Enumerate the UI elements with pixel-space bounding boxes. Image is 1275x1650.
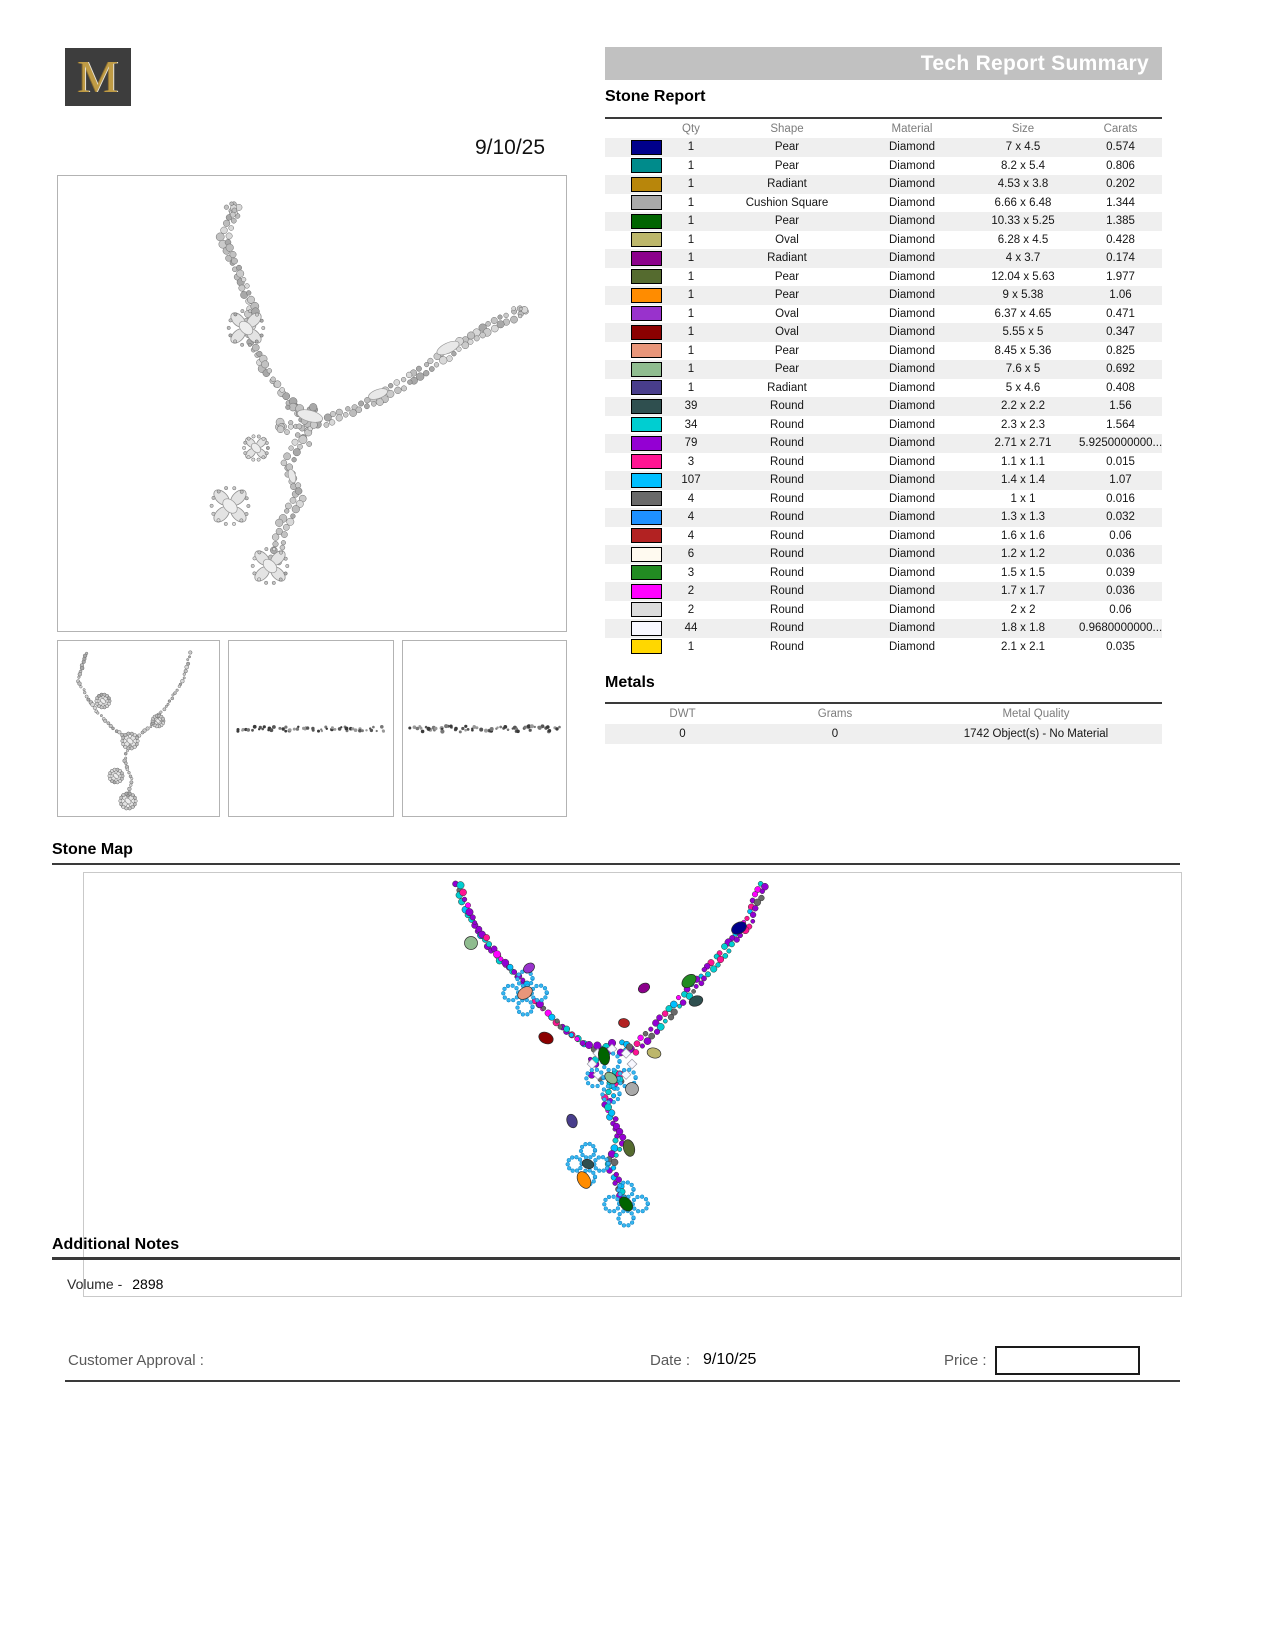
stone-shape: Pear <box>717 138 857 157</box>
stone-carats: 1.977 <box>1106 270 1135 283</box>
stone-qty: 1 <box>665 138 717 157</box>
stone-color-cell <box>605 268 665 287</box>
stone-size: 2.1 x 2.1 <box>1000 640 1046 653</box>
stone-material: Diamond <box>888 344 936 357</box>
stone-material: Diamond <box>857 138 967 157</box>
stone-size: 7 x 4.5 <box>967 138 1079 157</box>
stone-carats: 0.471 <box>1106 307 1135 320</box>
stone-map-divider <box>52 863 1180 865</box>
stone-shape: Round <box>770 603 804 616</box>
stone-size: 1.1 x 1.1 <box>1000 455 1046 468</box>
stone-qty: 4 <box>665 508 717 527</box>
stone-size: 12.04 x 5.63 <box>991 270 1055 283</box>
stone-material: Diamond <box>857 323 967 342</box>
stone-size: 4 x 3.7 <box>967 249 1079 268</box>
stone-size: 1.2 x 1.2 <box>967 545 1079 564</box>
stone-shape: Round <box>770 455 804 468</box>
stone-carats: 1.564 <box>1106 418 1135 431</box>
stone-qty: 44 <box>665 619 717 638</box>
stone-color-swatch <box>631 325 662 340</box>
dwt-value: 0 <box>605 724 760 744</box>
stone-shape: Round <box>717 545 857 564</box>
stone-color-swatch <box>631 602 662 617</box>
stone-color-cell <box>605 249 665 268</box>
stone-carats: 1.06 <box>1079 286 1162 305</box>
stone-size: 6.37 x 4.65 <box>994 307 1052 320</box>
stone-carats: 0.825 <box>1106 344 1135 357</box>
stone-row <box>605 194 1162 213</box>
stone-row <box>605 601 1162 620</box>
metals-header-row <box>605 703 1162 724</box>
stone-color-cell <box>605 453 665 472</box>
stone-row <box>605 138 1162 157</box>
stone-color-cell <box>605 323 665 342</box>
stone-size: 1.7 x 1.7 <box>967 582 1079 601</box>
stone-color-swatch <box>631 436 662 451</box>
report-date: 9/10/25 <box>474 136 546 159</box>
stone-material: Diamond <box>857 582 967 601</box>
stone-qty: 1 <box>687 640 695 653</box>
stone-material: Diamond <box>857 471 967 490</box>
stone-qty: 6 <box>665 545 717 564</box>
stone-qty: 4 <box>687 529 695 542</box>
volume-note <box>67 1276 163 1292</box>
stone-size: 6.28 x 4.5 <box>997 233 1049 246</box>
stone-color-cell <box>605 212 665 231</box>
stone-shape: Round <box>717 434 857 453</box>
stone-material: Diamond <box>888 640 936 653</box>
stone-qty: 1 <box>665 249 717 268</box>
stone-color-swatch <box>631 140 662 155</box>
stone-qty: 1 <box>687 159 695 172</box>
stone-qty: 39 <box>665 397 717 416</box>
stone-qty: 1 <box>665 175 717 194</box>
stone-color-swatch <box>631 177 662 192</box>
stone-size: 2.2 x 2.2 <box>967 397 1079 416</box>
stone-map-panel <box>83 872 1182 1297</box>
stone-color-cell <box>605 305 665 324</box>
stone-row <box>605 286 1162 305</box>
stone-color-cell <box>605 527 665 546</box>
stone-size: 2.71 x 2.71 <box>967 434 1079 453</box>
stone-color-swatch <box>631 343 662 358</box>
stone-color-swatch <box>631 565 662 580</box>
stone-qty: 1 <box>665 286 717 305</box>
stone-color-swatch <box>631 417 662 432</box>
stone-size: 2 x 2 <box>1010 603 1036 616</box>
stone-material: Diamond <box>857 286 967 305</box>
stone-color-swatch <box>631 454 662 469</box>
stone-color-cell <box>605 619 665 638</box>
stone-map-image <box>84 873 1181 1296</box>
stone-row <box>605 434 1162 453</box>
stone-row <box>605 397 1162 416</box>
stone-shape: Pear <box>717 286 857 305</box>
carats-column-header: Carats <box>1079 118 1162 138</box>
stone-row <box>605 527 1162 546</box>
stone-color-cell <box>605 471 665 490</box>
stone-qty: 79 <box>665 434 717 453</box>
stone-material: Diamond <box>857 175 967 194</box>
stone-carats: 0.016 <box>1106 492 1135 505</box>
stone-carats: 0.428 <box>1106 233 1135 246</box>
stone-row <box>605 360 1162 379</box>
stone-color-swatch <box>631 306 662 321</box>
stone-color-swatch <box>631 473 662 488</box>
stone-row <box>605 231 1162 250</box>
stone-material: Diamond <box>857 360 967 379</box>
metal-quality-column-header: Metal Quality <box>910 703 1162 724</box>
stone-color-swatch <box>631 584 662 599</box>
stone-qty: 3 <box>687 455 695 468</box>
stone-carats: 0.039 <box>1106 566 1135 579</box>
volume-value: 2898 <box>132 1276 164 1292</box>
stone-size: 8.2 x 5.4 <box>1000 159 1046 172</box>
necklace-thumb-side-1-image <box>229 641 393 816</box>
stone-row <box>605 490 1162 509</box>
stone-shape: Round <box>717 582 857 601</box>
additional-notes-heading: Additional Notes <box>52 1236 180 1253</box>
stone-carats: 1.385 <box>1079 212 1162 231</box>
stone-carats: 0.015 <box>1106 455 1135 468</box>
stone-color-cell <box>605 194 665 213</box>
necklace-thumb-front-image <box>58 641 219 816</box>
stone-size: 1.4 x 1.4 <box>967 471 1079 490</box>
stone-color-swatch <box>631 232 662 247</box>
stone-size: 1.3 x 1.3 <box>967 508 1079 527</box>
stone-row <box>605 471 1162 490</box>
stone-report-table <box>605 117 1162 656</box>
stone-color-swatch <box>631 639 662 654</box>
stone-qty: 4 <box>687 492 695 505</box>
approval-divider <box>65 1380 1180 1382</box>
stone-qty: 1 <box>687 381 695 394</box>
stone-shape: Radiant <box>717 175 857 194</box>
volume-label: Volume - <box>67 1276 123 1292</box>
stone-color-swatch <box>631 510 662 525</box>
stone-color-cell <box>605 286 665 305</box>
stone-color-cell <box>605 508 665 527</box>
size-column-header: Size <box>967 118 1079 138</box>
stone-shape: Round <box>717 397 857 416</box>
stone-material: Diamond <box>857 434 967 453</box>
stone-color-swatch <box>631 251 662 266</box>
stone-carats: 1.56 <box>1079 397 1162 416</box>
price-input-box[interactable] <box>995 1346 1140 1375</box>
stone-material: Diamond <box>888 233 936 246</box>
stone-row <box>605 268 1162 287</box>
stone-shape: Pear <box>717 212 857 231</box>
stone-material: Diamond <box>888 603 936 616</box>
necklace-thumb-side-2 <box>402 640 567 817</box>
grams-column-header: Grams <box>760 703 910 724</box>
stone-carats: 0.806 <box>1106 159 1135 172</box>
stone-qty: 1 <box>665 360 717 379</box>
stone-shape: Radiant <box>717 249 857 268</box>
stone-color-swatch <box>631 214 662 229</box>
stone-shape: Pear <box>774 344 800 357</box>
stone-carats: 0.036 <box>1079 545 1162 564</box>
stone-size: 4.53 x 3.8 <box>967 175 1079 194</box>
stone-color-swatch <box>631 399 662 414</box>
stone-color-cell <box>605 231 665 250</box>
stone-row <box>605 157 1162 176</box>
stone-material: Diamond <box>888 492 936 505</box>
stone-shape: Round <box>770 492 804 505</box>
stone-row <box>605 582 1162 601</box>
stone-qty: 1 <box>687 233 695 246</box>
qty-column-header: Qty <box>665 118 717 138</box>
stone-color-swatch <box>631 269 662 284</box>
stone-color-cell <box>605 638 665 657</box>
stone-shape: Oval <box>775 233 799 246</box>
stone-color-swatch <box>631 621 662 636</box>
stone-material: Diamond <box>857 619 967 638</box>
stone-shape: Round <box>717 471 857 490</box>
material-column-header: Material <box>857 118 967 138</box>
brand-logo-letter: M <box>77 51 119 102</box>
stone-color-cell <box>605 564 665 583</box>
report-title-bar <box>605 47 1162 80</box>
stone-shape: Oval <box>717 323 857 342</box>
stone-qty: 1 <box>687 307 695 320</box>
stone-color-cell <box>605 175 665 194</box>
necklace-thumb-side-2-image <box>403 641 566 816</box>
stone-qty: 34 <box>684 418 698 431</box>
stone-row <box>605 545 1162 564</box>
customer-approval-label: Customer Approval : <box>68 1352 204 1369</box>
stone-carats: 0.036 <box>1079 582 1162 601</box>
stone-size: 6.66 x 6.48 <box>994 196 1052 209</box>
stone-color-cell <box>605 138 665 157</box>
stone-qty: 2 <box>687 603 695 616</box>
stone-size: 1.8 x 1.8 <box>967 619 1079 638</box>
stone-shape: Pear <box>774 270 800 283</box>
stone-material: Diamond <box>888 455 936 468</box>
stone-carats: 0.06 <box>1109 529 1132 542</box>
approval-date-value: 9/10/25 <box>703 1351 757 1368</box>
stone-row <box>605 342 1162 361</box>
stone-row <box>605 379 1162 398</box>
brand-logo <box>65 48 131 106</box>
stone-size: 8.45 x 5.36 <box>994 344 1052 357</box>
report-title: Tech Report Summary <box>920 51 1149 75</box>
stone-color-swatch <box>631 158 662 173</box>
stone-material: Diamond <box>888 529 936 542</box>
stone-shape: Round <box>770 418 804 431</box>
grams-value: 0 <box>760 724 910 744</box>
stone-carats: 0.174 <box>1079 249 1162 268</box>
stone-shape: Cushion Square <box>745 196 829 209</box>
stone-size: 5 x 4.6 <box>1005 381 1041 394</box>
stone-color-swatch <box>631 491 662 506</box>
stone-material: Diamond <box>888 196 936 209</box>
stone-material: Diamond <box>888 418 936 431</box>
stone-row <box>605 619 1162 638</box>
stone-color-cell <box>605 342 665 361</box>
stone-color-cell <box>605 360 665 379</box>
stone-size: 1.6 x 1.6 <box>1000 529 1046 542</box>
stone-color-cell <box>605 157 665 176</box>
stone-carats: 0.06 <box>1109 603 1132 616</box>
stone-row <box>605 212 1162 231</box>
stone-row <box>605 175 1162 194</box>
stone-size: 7.6 x 5 <box>967 360 1079 379</box>
stone-row <box>605 305 1162 324</box>
stone-row <box>605 638 1162 657</box>
necklace-thumb-side-1 <box>228 640 394 817</box>
stone-shape: Round <box>770 529 804 542</box>
stone-row <box>605 508 1162 527</box>
stone-color-swatch <box>631 547 662 562</box>
date-label: Date : <box>650 1352 691 1369</box>
stone-size: 1.5 x 1.5 <box>1000 566 1046 579</box>
stone-report-heading: Stone Report <box>605 88 706 105</box>
necklace-thumb-front <box>57 640 220 817</box>
stone-carats: 0.408 <box>1106 381 1135 394</box>
stone-size: 5.55 x 5 <box>967 323 1079 342</box>
stone-shape: Round <box>717 508 857 527</box>
stone-color-cell <box>605 545 665 564</box>
stone-material: Diamond <box>888 307 936 320</box>
stone-color-cell <box>605 601 665 620</box>
stone-carats: 0.692 <box>1079 360 1162 379</box>
stone-material: Diamond <box>857 249 967 268</box>
stone-material: Diamond <box>888 270 936 283</box>
stone-carats: 0.032 <box>1079 508 1162 527</box>
stone-row <box>605 416 1162 435</box>
stone-material: Diamond <box>888 381 936 394</box>
stone-row <box>605 564 1162 583</box>
stone-color-swatch <box>631 528 662 543</box>
stone-table-body <box>605 138 1162 656</box>
stone-color-cell <box>605 490 665 509</box>
stone-color-column-header <box>605 118 665 138</box>
stone-size: 2.3 x 2.3 <box>1000 418 1046 431</box>
stone-size: 10.33 x 5.25 <box>967 212 1079 231</box>
dwt-column-header: DWT <box>605 703 760 724</box>
stone-color-swatch <box>631 362 662 377</box>
metals-heading: Metals <box>605 674 655 691</box>
stone-color-cell <box>605 434 665 453</box>
stone-shape: Round <box>770 640 804 653</box>
stone-qty: 1 <box>687 270 695 283</box>
stone-report-header-row <box>605 118 1162 138</box>
stone-carats: 5.9250000000... <box>1079 434 1162 453</box>
stone-shape: Round <box>770 566 804 579</box>
additional-notes-divider <box>52 1257 1180 1260</box>
stone-row <box>605 453 1162 472</box>
stone-color-swatch <box>631 195 662 210</box>
stone-material: Diamond <box>888 566 936 579</box>
metals-table <box>605 702 1162 744</box>
stone-qty: 107 <box>665 471 717 490</box>
stone-carats: 0.035 <box>1106 640 1135 653</box>
stone-color-cell <box>605 416 665 435</box>
stone-color-cell <box>605 582 665 601</box>
stone-shape: Radiant <box>767 381 807 394</box>
stone-material: Diamond <box>857 212 967 231</box>
stone-material: Diamond <box>857 508 967 527</box>
stone-color-swatch <box>631 380 662 395</box>
stone-carats: 0.9680000000... <box>1079 619 1162 638</box>
metals-row <box>605 724 1162 744</box>
stone-shape: Round <box>717 619 857 638</box>
stone-row <box>605 249 1162 268</box>
stone-material: Diamond <box>857 397 967 416</box>
stone-color-cell <box>605 397 665 416</box>
stone-material: Diamond <box>857 545 967 564</box>
necklace-render-image <box>58 176 566 631</box>
stone-carats: 0.202 <box>1079 175 1162 194</box>
stone-shape: Pear <box>774 159 800 172</box>
stone-qty: 1 <box>687 344 695 357</box>
stone-qty: 1 <box>665 212 717 231</box>
shape-column-header: Shape <box>717 118 857 138</box>
stone-shape: Oval <box>775 307 799 320</box>
stone-size: 9 x 5.38 <box>967 286 1079 305</box>
stone-carats: 0.574 <box>1079 138 1162 157</box>
stone-qty: 1 <box>687 196 695 209</box>
stone-carats: 0.347 <box>1079 323 1162 342</box>
stone-qty: 3 <box>687 566 695 579</box>
stone-carats: 1.344 <box>1106 196 1135 209</box>
necklace-render-main <box>57 175 567 632</box>
stone-size: 1 x 1 <box>1010 492 1036 505</box>
stone-qty: 1 <box>665 323 717 342</box>
stone-color-swatch <box>631 288 662 303</box>
metal-quality-value: 1742 Object(s) - No Material <box>910 724 1162 744</box>
stone-color-cell <box>605 379 665 398</box>
stone-shape: Pear <box>717 360 857 379</box>
stone-map-heading: Stone Map <box>52 841 133 858</box>
stone-row <box>605 323 1162 342</box>
price-label: Price : <box>944 1352 987 1369</box>
stone-qty: 2 <box>665 582 717 601</box>
stone-carats: 1.07 <box>1079 471 1162 490</box>
stone-material: Diamond <box>888 159 936 172</box>
